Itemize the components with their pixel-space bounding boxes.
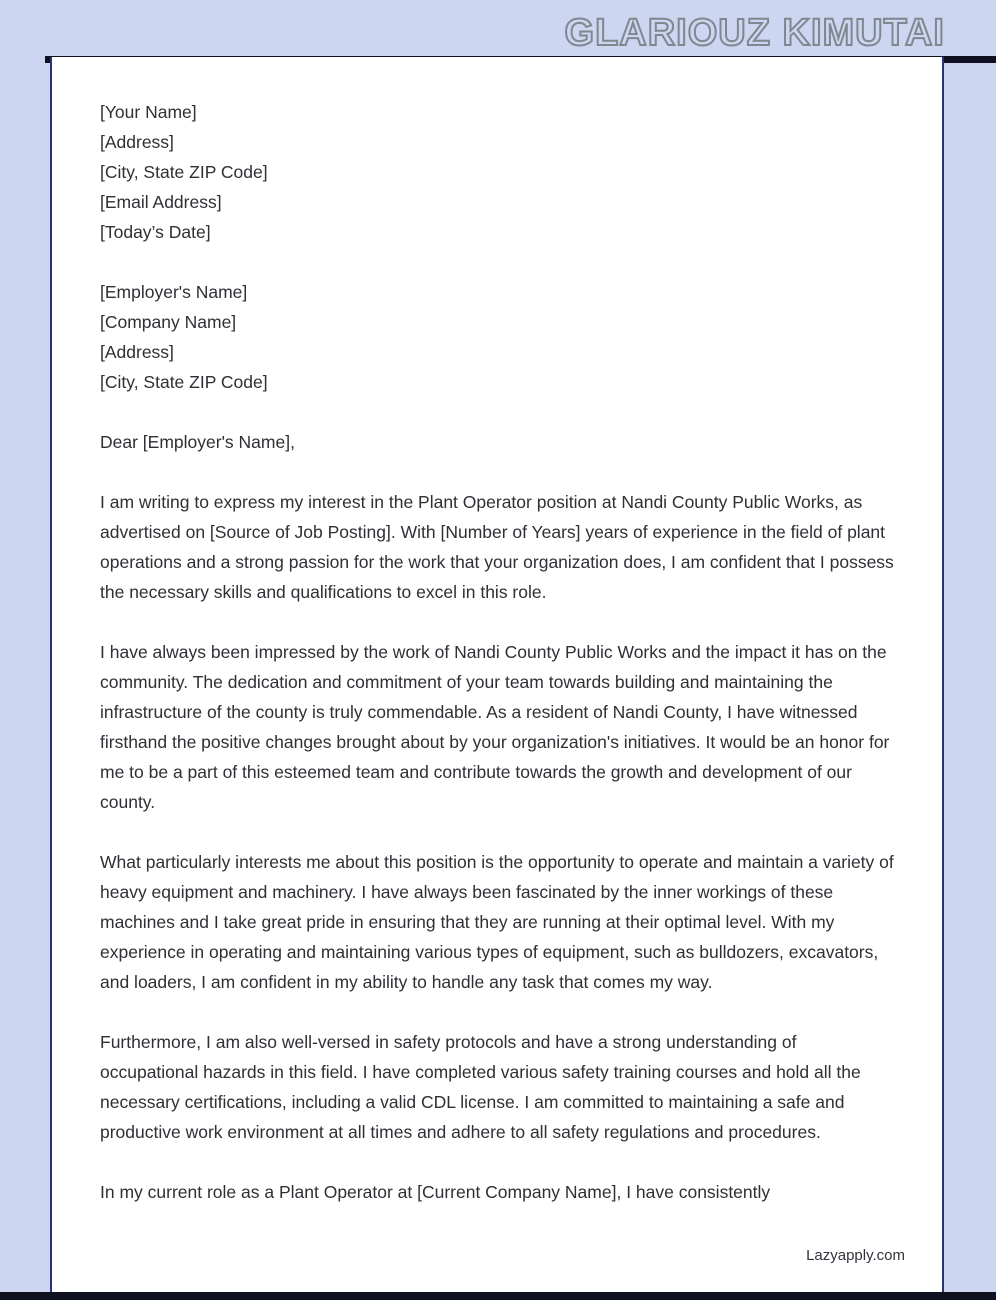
brand-title: GLARIOUZ KIMUTAI xyxy=(564,12,945,54)
sender-date-line: [Today’s Date] xyxy=(100,222,211,242)
letter-body xyxy=(52,57,942,1207)
recipient-company-line: [Company Name] xyxy=(100,312,237,332)
sender-email-line: [Email Address] xyxy=(100,192,222,212)
recipient-name-line: [Employer's Name] xyxy=(100,282,248,302)
recipient-address-line: [Address] xyxy=(100,342,174,362)
recipient-city-line: [City, State ZIP Code] xyxy=(100,372,268,392)
salutation: Dear [Employer's Name], xyxy=(100,432,295,452)
letter-paragraph: Furthermore, I am also well-versed in safety protocols and have a strong understanding of occupational hazards in this field. I have completed various safety training courses and hold all the necessary certifications, including a valid CDL license. I am committed to maintaining a safe and productive work environment at all times and adhere to all safety regulations and procedures. xyxy=(100,1032,861,1142)
bottom-divider xyxy=(0,1292,996,1300)
sender-name-line: [Your Name] xyxy=(100,102,197,122)
sender-city-line: [City, State ZIP Code] xyxy=(100,162,268,182)
recipient-address-block xyxy=(100,277,894,397)
letter-paragraph: In my current role as a Plant Operator at [Current Company Name], I have consistently xyxy=(100,1182,771,1202)
letter-paragraph: I am writing to express my interest in the Plant Operator position at Nandi County Public Works, as advertised on [Source of Job Posting]. With [Number of Years] years of experience in the field of plant operations and a strong passion for the work that your organization does, I am confident that I possess the necessary skills and qualifications to excel in this role. xyxy=(100,492,894,602)
letter-paragraph: I have always been impressed by the work of Nandi County Public Works and the impact it has on the community. The dedication and commitment of your team towards building and maintaining the infrastructure of the county is truly commendable. As a resident of Nandi County, I have witnessed firsthand the positive changes brought about by your organization's initiatives. It would be an honor for me to be a part of this esteemed team and contribute towards the growth and development of our county. xyxy=(100,642,890,812)
letter-page xyxy=(50,57,944,1300)
sender-address-line: [Address] xyxy=(100,132,174,152)
sender-address-block xyxy=(100,97,894,247)
letter-paragraph: What particularly interests me about this position is the opportunity to operate and maintain a variety of heavy equipment and machinery. I have always been fascinated by the inner workings of these machines and I take great pride in ensuring that they are running at their optimal level. With my experience in operating and maintaining various types of equipment, such as bulldozers, excavators, and loaders, I am confident in my ability to handle any task that comes my way. xyxy=(100,852,894,992)
watermark-lazyapply: Lazyapply.com xyxy=(806,1247,905,1264)
